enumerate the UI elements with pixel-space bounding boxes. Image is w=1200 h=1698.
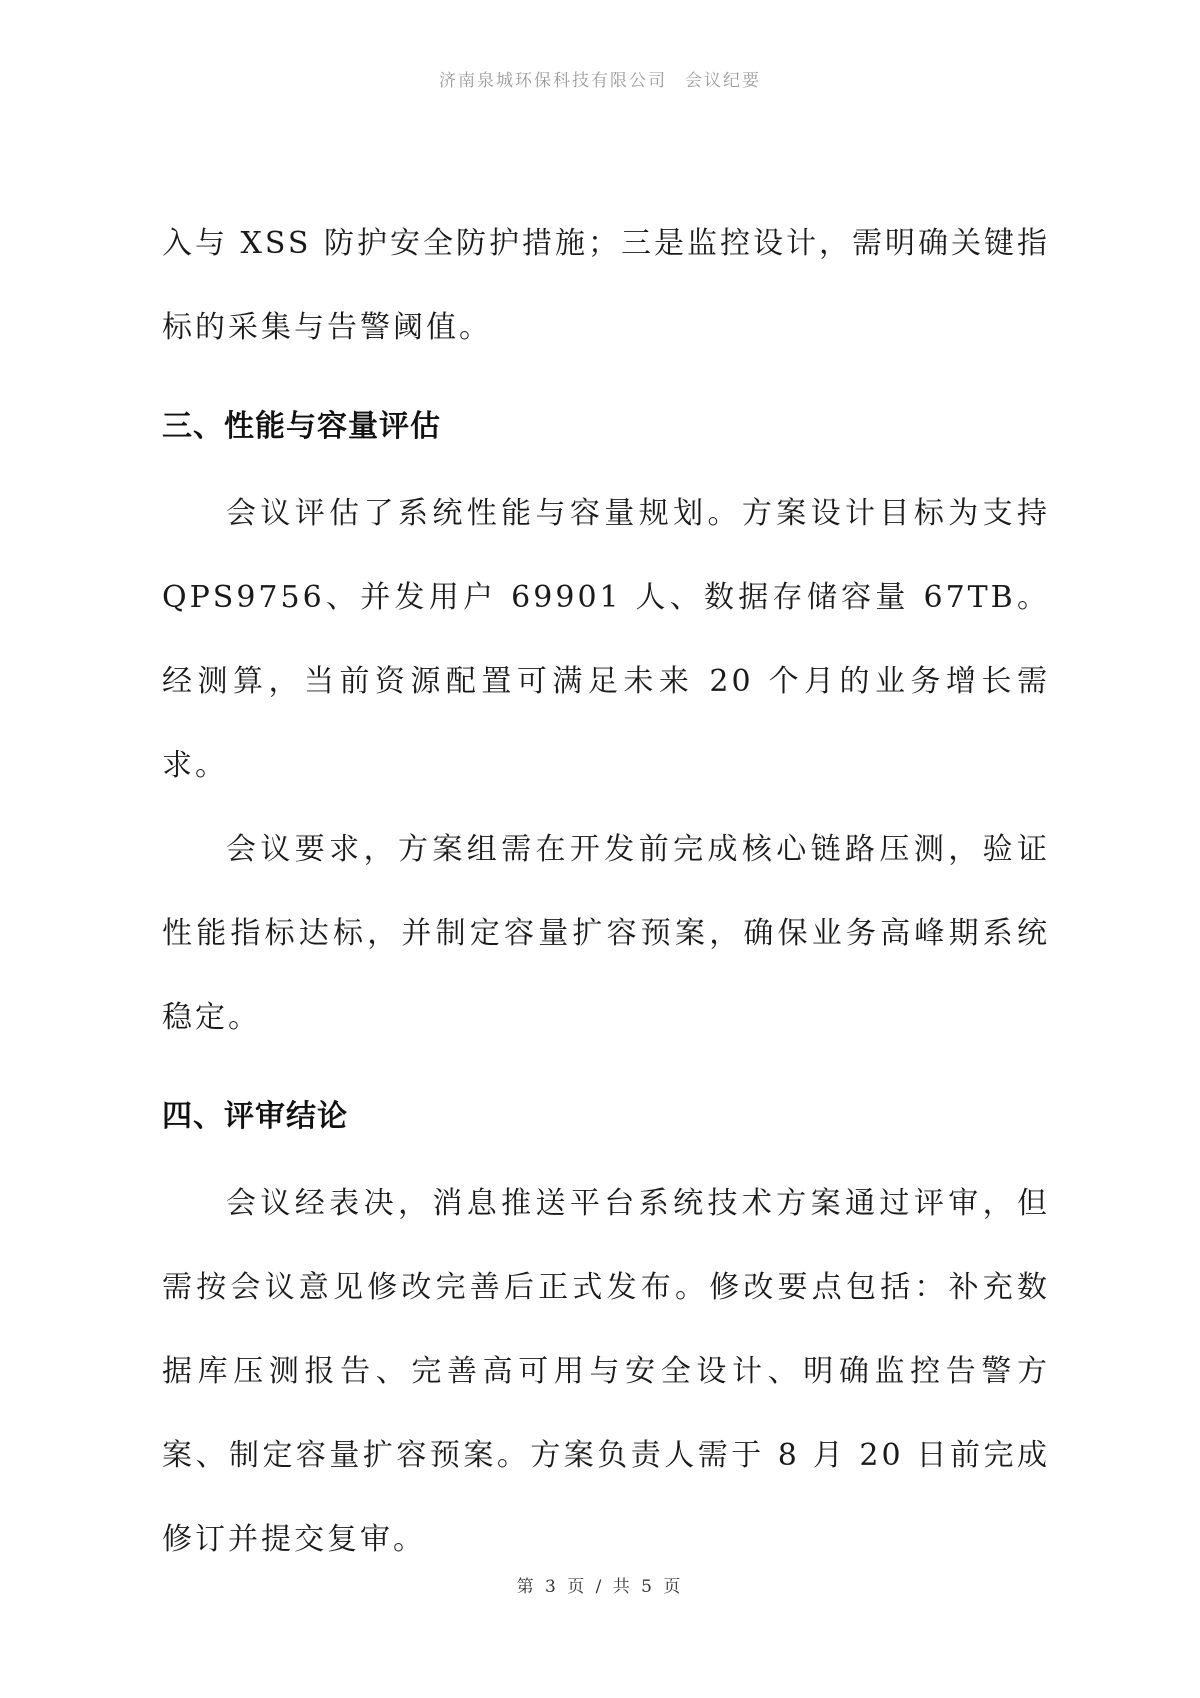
header-company: 济南泉城环保科技有限公司 [439, 71, 667, 91]
section-heading-conclusion: 四、评审结论 [162, 1099, 348, 1134]
header-doc-type: 会议纪要 [685, 71, 761, 91]
document-body [162, 202, 1050, 1582]
continued-paragraph: 入与 XSS 防护安全防护措施；三是监控设计，需明确关键指标的采集与告警阈值。 [162, 226, 1051, 345]
section3-paragraph-2: 会议要求，方案组需在开发前完成核心链路压测，验证性能指标达标，并制定容量扩容预案，确保业务高峰期系统稳定。 [162, 832, 1050, 1035]
page-number: 第 3 页 / 共 5 页 [516, 1577, 684, 1597]
section3-paragraph-1: 会议评估了系统性能与容量规划。方案设计目标为支持 QPS9756、并发用户 69901 人、数据存储容量 67TB。经测算，当前资源配置可满足未来 20 个月的业务增长需求。 [162, 496, 1050, 783]
section-heading-performance: 三、性能与容量评估 [162, 409, 441, 444]
page-header [0, 66, 1200, 91]
section4-paragraph-1: 会议经表决，消息推送平台系统技术方案通过评审，但需按会议意见修改完善后正式发布。修改要点包括：补充数据库压测报告、完善高可用与安全设计、明确监控告警方案、制定容量扩容预案。方案负责人需于 8 月 20 日前完成修订并提交复审。 [162, 1186, 1050, 1557]
